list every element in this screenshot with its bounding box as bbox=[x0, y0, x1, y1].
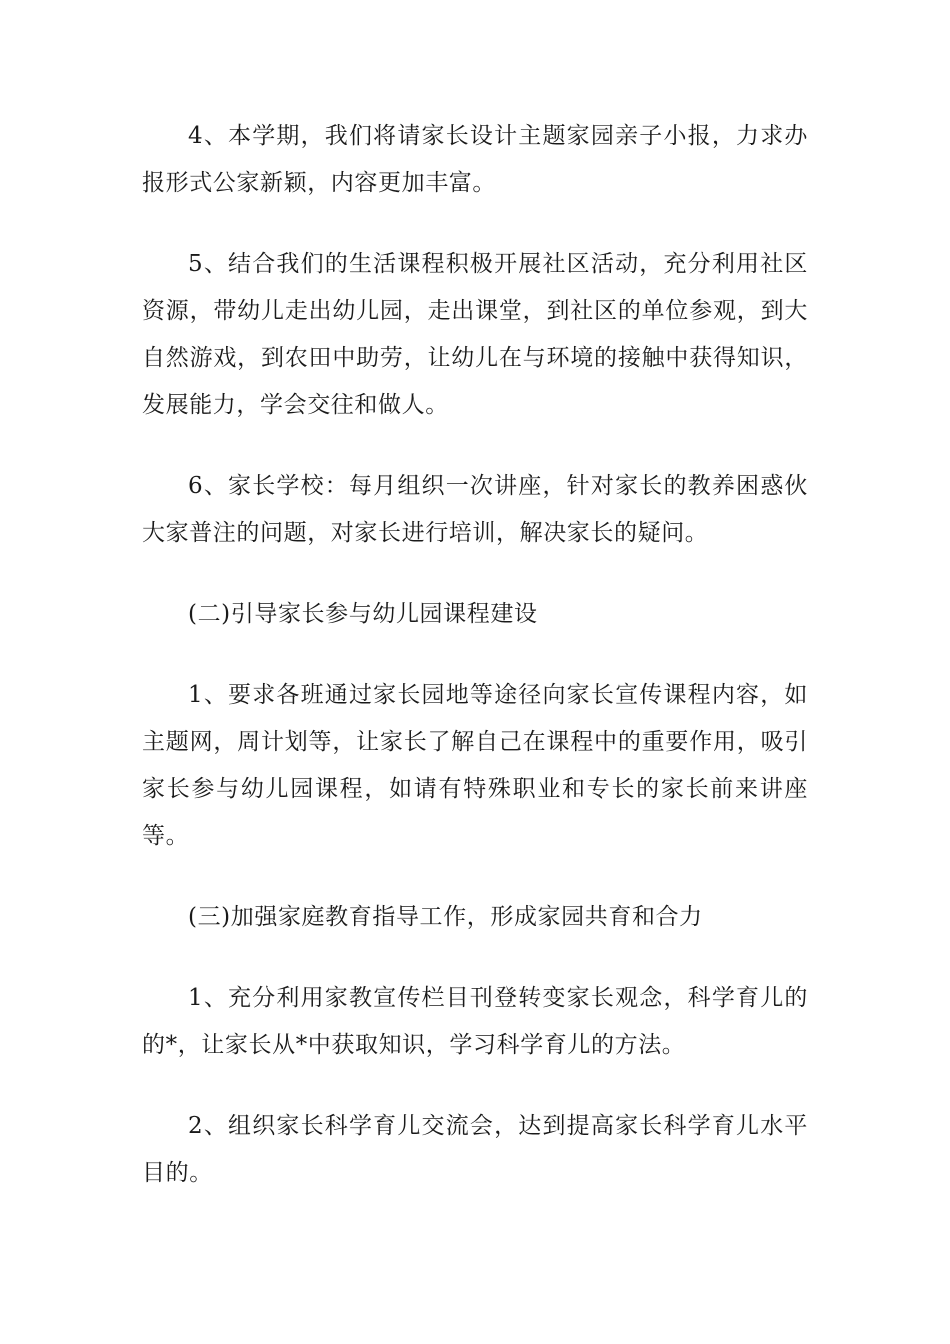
paragraph-section3-item-1: 1、充分利用家教宣传栏目刊登转变家长观念，科学育儿的的*，让家长从*中获取知识，学习科学育儿的方法。 bbox=[142, 985, 808, 1058]
paragraph-item-4: 4、本学期，我们将请家长设计主题家园亲子小报，力求办报形式公家新颖，内容更加丰富。 bbox=[142, 123, 808, 196]
paragraph-item-5: 5、结合我们的生活课程积极开展社区活动，充分利用社区资源，带幼儿走出幼儿园，走出课堂，到社区的单位参观，到大自然游戏，到农田中助劳，让幼儿在与环境的接触中获得知识，发展能力，学会交往和做人。 bbox=[142, 251, 808, 418]
section-heading-3: (三)加强家庭教育指导工作，形成家园共育和合力 bbox=[188, 904, 703, 930]
paragraph-section2-item-1: 1、要求各班通过家长园地等途径向家长宣传课程内容，如主题网，周计划等，让家长了解自己在课程中的重要作用，吸引家长参与幼儿园课程，如请有特殊职业和专长的家长前来讲座等。 bbox=[142, 682, 808, 849]
paragraph-section3-item-2: 2、组织家长科学育儿交流会，达到提高家长科学育儿水平目的。 bbox=[142, 1113, 808, 1186]
paragraph-item-6: 6、家长学校：每月组织一次讲座，针对家长的教养困惑伙大家普注的问题，对家长进行培训，解决家长的疑问。 bbox=[142, 473, 808, 546]
document-body bbox=[142, 113, 808, 1231]
section-heading-2: (二)引导家长参与幼儿园课程建设 bbox=[188, 601, 538, 627]
